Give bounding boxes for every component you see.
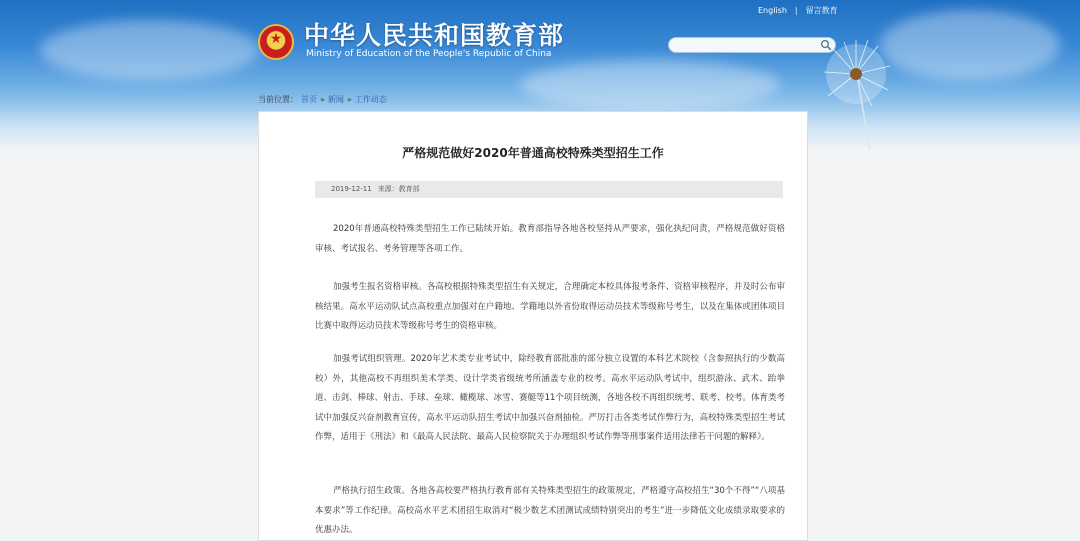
link-separator: | [794,6,798,15]
breadcrumb [258,94,390,105]
article-paragraph: 加强考试组织管理。2020年艺术类专业考试中，除经教育部批准的部分独立设置的本科艺术院校（含参照执行的少数高校）外，其他高校不再组织美术学类、设计学类省级统考所涵盖专业的校考。高水平运动队考试中，组织游泳、武术、跆拳道、击剑、棒球、射击、手球、垒球、橄榄球、冰雪、赛艇等11个项目统测，各地各校不再组织统考、联考、校考。体育类考试中加强反兴奋剂教育宣传，高水平运动队招生考试中加强兴奋剂抽检。严厉打击各类考试作弊行为，高校特殊类型招生考试作弊，适用于《刑法》和《最高人民法院、最高人民检察院关于办理组织考试作弊等刑事案件适用法律若干问题的解释》。 [315,354,785,442]
breadcrumb-separator: » [346,95,352,104]
cloud-decoration [40,20,260,80]
breadcrumb-prefix: 当前位置： [258,95,298,104]
article-title: 严格规范做好2020年普通高校特殊类型招生工作 [402,146,664,160]
message-link[interactable]: 留言教育 [805,6,838,15]
site-title-en: Ministry of Education of the People's Republic of China [306,49,552,59]
dandelion-decoration [808,30,928,150]
breadcrumb-work-news[interactable]: 工作动态 [354,95,387,104]
breadcrumb-separator: » [320,95,325,104]
article-source: 来源：教育部 [377,185,420,193]
article-paragraph: 2020年普通高校特殊类型招生工作已陆续开始。教育部指导各地各校坚持从严要求，强化执纪问责，严格规范做好资格审核、考试报名、考务管理等各项工作。 [315,224,785,254]
article-date: 2019-12-11 [331,185,372,193]
top-links [758,5,838,16]
article-meta [315,181,783,198]
article-paragraph: 严格执行招生政策。各地各高校要严格执行教育部有关特殊类型招生的政策规定，严格遵守高校招生“30个不得”“八项基本要求”等工作纪律。高校高水平艺术团招生取消对“极少数艺术团测试成绩特别突出的考生”进一步降低文化成绩录取要求的优惠办法。 [315,486,785,535]
search-input[interactable] [677,39,812,51]
site-title-cn[interactable]: 中华人民共和国教育部 [304,21,565,50]
article-paragraph: 加强考生报名资格审核。各高校根据特殊类型招生有关规定，合理确定本校具体报考条件、资格审核程序，并及时公布审核结果。高水平运动队试点高校重点加强对在户籍地、学籍地以外省份取得运动员技术等级称号考生，以及在集体或团体项目比赛中取得运动员技术等级称号考生的资格审核。 [315,282,785,331]
cloud-decoration [520,60,780,110]
english-link[interactable]: English [758,6,787,15]
breadcrumb-home[interactable]: 首页 [301,95,317,104]
article-card [258,111,808,541]
breadcrumb-news[interactable]: 新闻 [327,95,344,104]
national-emblem-icon[interactable] [258,24,294,60]
